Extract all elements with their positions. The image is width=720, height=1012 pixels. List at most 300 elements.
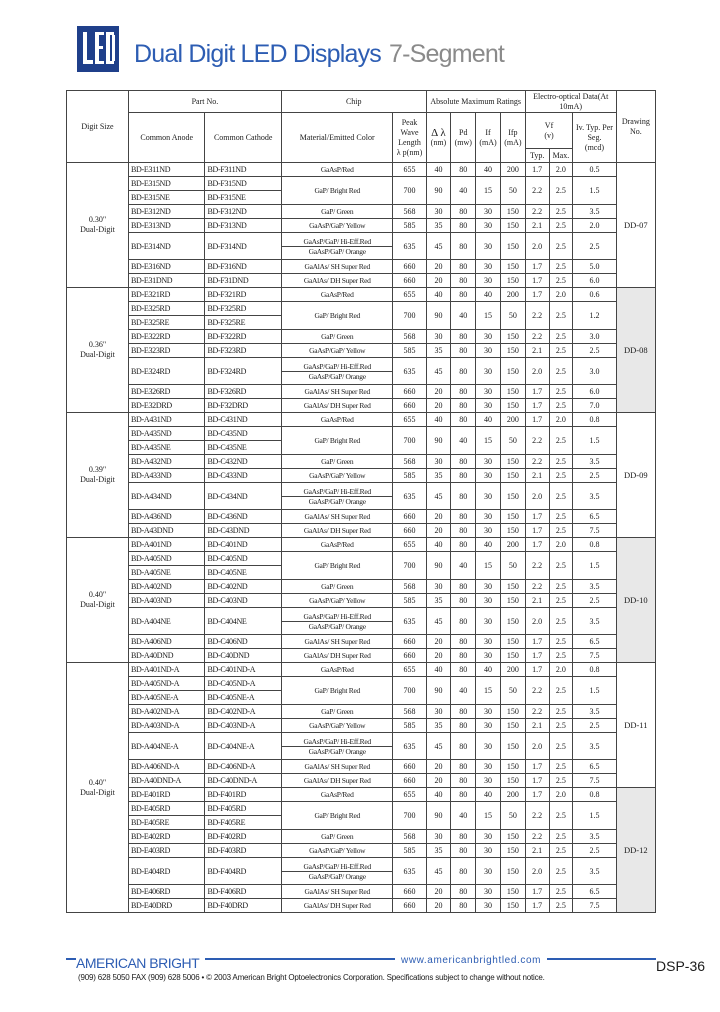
spec-value-peak: 585 (393, 219, 426, 233)
spec-value-iv: 6.5 (573, 760, 616, 774)
header-drawing-no: Drawing No. (616, 91, 655, 163)
spec-value-pd: 80 (451, 510, 476, 524)
spec-value-pd: 80 (451, 663, 476, 677)
table-row (67, 608, 656, 635)
table-row (67, 844, 656, 858)
ifp-label: Ifp (508, 127, 518, 137)
material-color-line: GaAsP/GaP/ Orange (308, 621, 366, 631)
spec-value-ifp: 150 (500, 455, 525, 469)
spec-value-dl: 45 (426, 358, 451, 385)
anode-part-no: BD-E323RD (128, 344, 204, 358)
spec-value-vm: 2.5 (549, 358, 573, 385)
spec-value-iv: 3.5 (573, 705, 616, 719)
header-digit-size: Digit Size (67, 91, 129, 163)
anode-part-no: BD-E406RD (128, 885, 204, 899)
material-color (281, 274, 393, 288)
drawing-number: DD-08 (616, 288, 655, 413)
spec-value-pd: 80 (451, 788, 476, 802)
spec-value-dl: 30 (426, 705, 451, 719)
table-row (67, 524, 656, 538)
spec-value-vm: 2.0 (549, 413, 573, 427)
anode-part-no: BD-E325RD (128, 302, 204, 316)
table-row (67, 260, 656, 274)
iv-label: Iv. Typ. Per Seg. (575, 122, 613, 142)
anode-part-no: BD-E32DRD (128, 399, 204, 413)
table-row (67, 330, 656, 344)
spec-value-vm: 2.5 (549, 844, 573, 858)
spec-value-vm: 2.5 (549, 899, 573, 913)
spec-value-pd: 80 (451, 524, 476, 538)
table-row (67, 677, 656, 691)
material-color (281, 885, 393, 899)
cathode-part-no: BD-C403ND (205, 594, 281, 608)
spec-value-peak: 660 (393, 899, 426, 913)
spec-value-dl: 30 (426, 330, 451, 344)
material-color-line: GaAsP/GaP/ Orange (308, 496, 366, 506)
spec-value-vm: 2.5 (549, 705, 573, 719)
spec-value-if: 30 (476, 344, 501, 358)
material-color-line: GaP/ Green (321, 332, 354, 341)
cathode-part-no: BD-C435ND (205, 427, 281, 441)
spec-value-iv: 3.5 (573, 455, 616, 469)
spec-value-pd: 80 (451, 219, 476, 233)
spec-value-peak: 655 (393, 538, 426, 552)
spec-value-vt: 2.2 (525, 455, 549, 469)
spec-value-if: 30 (476, 830, 501, 844)
cathode-part-no: BD-F315ND (205, 177, 281, 191)
cathode-part-no: BD-F401RD (205, 788, 281, 802)
spec-value-vm: 2.5 (549, 260, 573, 274)
anode-part-no: BD-E312ND (128, 205, 204, 219)
header-peak-wave (393, 113, 426, 163)
table-row (67, 358, 656, 385)
spec-value-dl: 20 (426, 760, 451, 774)
material-color-line: GaAlAs/ SH Super Red (304, 262, 370, 271)
spec-value-ifp: 200 (500, 288, 525, 302)
material-color-line: GaAlAs/ SH Super Red (304, 762, 370, 771)
digit-size-value: 0.36" (88, 340, 107, 349)
spec-value-if: 15 (476, 552, 501, 580)
material-color (281, 580, 393, 594)
material-color-line: GaP/ Green (321, 207, 354, 216)
drawing-number: DD-07 (616, 163, 655, 288)
spec-value-ifp: 150 (500, 580, 525, 594)
material-color (281, 483, 393, 510)
spec-value-if: 40 (476, 163, 501, 177)
cathode-part-no: BD-F326RD (205, 385, 281, 399)
digit-size-cell (67, 413, 129, 538)
spec-value-vm: 2.0 (549, 163, 573, 177)
spec-value-vm: 2.5 (549, 580, 573, 594)
spec-value-if: 30 (476, 233, 501, 260)
material-color (281, 413, 393, 427)
spec-value-ifp: 150 (500, 733, 525, 760)
spec-value-peak: 655 (393, 413, 426, 427)
spec-value-peak: 700 (393, 677, 426, 705)
spec-value-dl: 20 (426, 260, 451, 274)
spec-value-vt: 2.0 (525, 733, 549, 760)
anode-part-no: BD-A431ND (128, 413, 204, 427)
material-color-line: GaAsP/Red (320, 790, 354, 799)
anode-part-no: BD-E321RD (128, 288, 204, 302)
spec-value-pd: 80 (451, 858, 476, 885)
table-row (67, 830, 656, 844)
digit-size-label: Dual-Digit (80, 600, 115, 609)
spec-value-vt: 1.7 (525, 288, 549, 302)
spec-value-ifp: 150 (500, 524, 525, 538)
material-color-line: GaAlAs/ DH Super Red (303, 276, 371, 285)
material-color-line: GaP/ Bright Red (314, 811, 360, 820)
spec-value-ifp: 150 (500, 705, 525, 719)
spec-value-peak: 635 (393, 608, 426, 635)
spec-value-iv: 1.5 (573, 677, 616, 705)
anode-part-no: BD-A403ND-A (128, 719, 204, 733)
cathode-part-no: BD-C402ND-A (205, 705, 281, 719)
spec-value-peak: 635 (393, 483, 426, 510)
spec-value-vm: 2.5 (549, 760, 573, 774)
material-color-line: GaAsP/GaP/ Yellow (309, 471, 366, 480)
spec-value-dl: 90 (426, 802, 451, 830)
spec-value-iv: 2.5 (573, 233, 616, 260)
spec-value-vm: 2.5 (549, 733, 573, 760)
header-vf-typ: Typ. (525, 149, 549, 163)
spec-value-dl: 30 (426, 205, 451, 219)
material-color (281, 330, 393, 344)
spec-value-dl: 90 (426, 302, 451, 330)
spec-value-vt: 2.1 (525, 844, 549, 858)
spec-value-vt: 1.7 (525, 788, 549, 802)
spec-value-ifp: 150 (500, 594, 525, 608)
spec-value-vt: 1.7 (525, 885, 549, 899)
spec-value-vt: 2.1 (525, 719, 549, 733)
material-color (281, 608, 393, 635)
spec-value-pd: 80 (451, 469, 476, 483)
spec-value-vt: 1.7 (525, 899, 549, 913)
header-iv (573, 113, 616, 163)
spec-value-dl: 35 (426, 719, 451, 733)
spec-value-iv: 6.0 (573, 274, 616, 288)
spec-value-iv: 7.0 (573, 399, 616, 413)
digit-size-cell (67, 663, 129, 913)
spec-value-peak: 568 (393, 705, 426, 719)
spec-value-vt: 2.2 (525, 830, 549, 844)
material-color-line: GaAsP/GaP/ Hi-Eff.Red (282, 612, 393, 622)
header-vf-max: Max. (549, 149, 573, 163)
anode-part-no: BD-A40DND-A (128, 774, 204, 788)
footer-contact: (909) 628 5050 FAX (909) 628 5006 • © 2003 American Bright Optoelectronics Corporation. Specifications subject to change without notice. (78, 973, 545, 982)
spec-value-vt: 2.2 (525, 677, 549, 705)
spec-value-pd: 80 (451, 399, 476, 413)
spec-value-dl: 20 (426, 885, 451, 899)
spec-value-vm: 2.5 (549, 399, 573, 413)
spec-value-peak: 585 (393, 844, 426, 858)
spec-value-vt: 2.2 (525, 330, 549, 344)
anode-part-no: BD-E325RE (128, 316, 204, 330)
digit-size-label: Dual-Digit (80, 350, 115, 359)
table-row (67, 455, 656, 469)
anode-part-no: BD-E404RD (128, 858, 204, 885)
spec-value-peak: 655 (393, 663, 426, 677)
anode-part-no: BD-A435NE (128, 441, 204, 455)
anode-part-no: BD-A405ND (128, 552, 204, 566)
spec-value-pd: 80 (451, 594, 476, 608)
spec-value-pd: 80 (451, 635, 476, 649)
material-color-line: GaP/ Bright Red (314, 686, 360, 695)
spec-value-dl: 90 (426, 177, 451, 205)
spec-value-iv: 3.5 (573, 858, 616, 885)
spec-value-iv: 0.5 (573, 163, 616, 177)
spec-value-vt: 1.7 (525, 635, 549, 649)
spec-value-vm: 2.5 (549, 483, 573, 510)
table-row (67, 163, 656, 177)
cathode-part-no: BD-C404NE (205, 608, 281, 635)
spec-value-dl: 40 (426, 413, 451, 427)
spec-value-iv: 0.8 (573, 663, 616, 677)
cathode-part-no: BD-F311ND (205, 163, 281, 177)
spec-value-vt: 2.2 (525, 302, 549, 330)
anode-part-no: BD-E315ND (128, 177, 204, 191)
table-row (67, 774, 656, 788)
spec-value-dl: 40 (426, 663, 451, 677)
spec-value-peak: 700 (393, 552, 426, 580)
spec-value-iv: 6.5 (573, 635, 616, 649)
cathode-part-no: BD-F32DRD (205, 399, 281, 413)
spec-value-pd: 80 (451, 163, 476, 177)
spec-value-if: 30 (476, 608, 501, 635)
anode-part-no: BD-E316ND (128, 260, 204, 274)
spec-value-pd: 80 (451, 358, 476, 385)
spec-value-vm: 2.5 (549, 219, 573, 233)
spec-value-ifp: 150 (500, 260, 525, 274)
vf-label: Vf (544, 120, 554, 130)
spec-value-vm: 2.5 (549, 608, 573, 635)
spec-value-iv: 1.5 (573, 802, 616, 830)
material-color (281, 455, 393, 469)
material-color (281, 858, 393, 885)
material-color-line: GaP/ Green (321, 707, 354, 716)
spec-table-body (67, 163, 656, 913)
spec-value-ifp: 50 (500, 302, 525, 330)
drawing-number: DD-10 (616, 538, 655, 663)
spec-value-iv: 3.5 (573, 205, 616, 219)
spec-value-peak: 585 (393, 594, 426, 608)
spec-value-vm: 2.0 (549, 538, 573, 552)
spec-value-if: 40 (476, 288, 501, 302)
spec-value-iv: 1.5 (573, 177, 616, 205)
cathode-part-no: BD-C43DND (205, 524, 281, 538)
spec-value-vt: 2.1 (525, 344, 549, 358)
material-color-line: GaAsP/GaP/ Hi-Eff.Red (282, 737, 393, 747)
spec-value-pd: 80 (451, 649, 476, 663)
material-color (281, 760, 393, 774)
spec-value-if: 30 (476, 260, 501, 274)
spec-value-pd: 80 (451, 899, 476, 913)
spec-value-ifp: 150 (500, 358, 525, 385)
spec-value-peak: 585 (393, 344, 426, 358)
footer-website[interactable]: www.americanbrightled.com (395, 955, 547, 966)
anode-part-no: BD-A404NE (128, 608, 204, 635)
table-row (67, 302, 656, 316)
spec-value-vt: 2.1 (525, 594, 549, 608)
spec-value-if: 30 (476, 649, 501, 663)
material-color-line: GaAsP/Red (320, 165, 354, 174)
ifp-unit: (mA) (504, 137, 522, 147)
cathode-part-no: BD-F312ND (205, 205, 281, 219)
spec-value-vm: 2.5 (549, 274, 573, 288)
spec-value-vt: 1.7 (525, 524, 549, 538)
spec-value-iv: 3.5 (573, 483, 616, 510)
digit-size-cell (67, 288, 129, 413)
spec-value-pd: 80 (451, 385, 476, 399)
spec-value-peak: 655 (393, 163, 426, 177)
material-color (281, 635, 393, 649)
spec-value-if: 30 (476, 733, 501, 760)
spec-value-dl: 45 (426, 483, 451, 510)
anode-part-no: BD-A405ND-A (128, 677, 204, 691)
cathode-part-no: BD-F402RD (205, 830, 281, 844)
table-row (67, 858, 656, 885)
spec-value-pd: 80 (451, 483, 476, 510)
spec-value-ifp: 150 (500, 233, 525, 260)
spec-value-vm: 2.5 (549, 774, 573, 788)
table-row (67, 899, 656, 913)
page-number: DSP-36 (656, 958, 706, 974)
spec-value-pd: 80 (451, 705, 476, 719)
material-color (281, 594, 393, 608)
spec-value-peak: 585 (393, 719, 426, 733)
spec-value-ifp: 150 (500, 830, 525, 844)
spec-value-iv: 2.5 (573, 844, 616, 858)
cathode-part-no: BD-F405RD (205, 802, 281, 816)
spec-value-vt: 2.0 (525, 483, 549, 510)
spec-value-pd: 40 (451, 427, 476, 455)
spec-value-vm: 2.5 (549, 677, 573, 705)
spec-value-vm: 2.0 (549, 288, 573, 302)
cathode-part-no: BD-F314ND (205, 233, 281, 260)
material-color (281, 844, 393, 858)
spec-value-peak: 660 (393, 510, 426, 524)
spec-value-dl: 45 (426, 233, 451, 260)
material-color (281, 344, 393, 358)
anode-part-no: BD-E313ND (128, 219, 204, 233)
material-color (281, 385, 393, 399)
spec-value-ifp: 150 (500, 774, 525, 788)
spec-value-if: 30 (476, 274, 501, 288)
spec-value-peak: 655 (393, 288, 426, 302)
spec-value-iv: 7.5 (573, 649, 616, 663)
material-color-line: GaAsP/Red (320, 415, 354, 424)
spec-value-ifp: 150 (500, 510, 525, 524)
spec-value-vt: 1.7 (525, 399, 549, 413)
spec-value-dl: 45 (426, 733, 451, 760)
spec-value-iv: 1.2 (573, 302, 616, 330)
material-color (281, 427, 393, 455)
material-color (281, 524, 393, 538)
table-row (67, 760, 656, 774)
spec-value-dl: 20 (426, 524, 451, 538)
spec-value-dl: 90 (426, 427, 451, 455)
material-color-line: GaP/ Green (321, 832, 354, 841)
spec-value-if: 30 (476, 385, 501, 399)
cathode-part-no: BD-C40DND (205, 649, 281, 663)
spec-value-vt: 2.1 (525, 219, 549, 233)
page-title (134, 40, 504, 69)
spec-value-if: 30 (476, 580, 501, 594)
spec-value-vt: 2.0 (525, 358, 549, 385)
spec-value-dl: 20 (426, 774, 451, 788)
spec-value-peak: 635 (393, 733, 426, 760)
material-color (281, 219, 393, 233)
anode-part-no: BD-A401ND (128, 538, 204, 552)
material-color (281, 358, 393, 385)
material-color-line: GaAsP/GaP/ Yellow (309, 596, 366, 605)
anode-part-no: BD-E40DRD (128, 899, 204, 913)
anode-part-no: BD-A432ND (128, 455, 204, 469)
cathode-part-no: BD-F323RD (205, 344, 281, 358)
spec-value-ifp: 150 (500, 649, 525, 663)
table-row (67, 344, 656, 358)
header-abs-max: Absolute Maximum Ratings (426, 91, 525, 113)
spec-value-if: 30 (476, 469, 501, 483)
spec-value-pd: 40 (451, 802, 476, 830)
digit-size-value: 0.40" (88, 777, 107, 787)
spec-table (66, 90, 656, 913)
spec-value-peak: 655 (393, 788, 426, 802)
anode-part-no: BD-A405NE (128, 566, 204, 580)
table-row (67, 510, 656, 524)
header-common-anode: Common Anode (128, 113, 204, 163)
material-color (281, 260, 393, 274)
spec-value-peak: 660 (393, 774, 426, 788)
spec-value-iv: 2.5 (573, 594, 616, 608)
cathode-part-no: BD-C401ND (205, 538, 281, 552)
table-row (67, 413, 656, 427)
spec-value-if: 30 (476, 844, 501, 858)
material-color (281, 719, 393, 733)
peak-wave-unit: λ p(nm) (396, 147, 423, 157)
cathode-part-no: BD-C404NE-A (205, 733, 281, 760)
anode-part-no: BD-A402ND (128, 580, 204, 594)
spec-value-pd: 80 (451, 274, 476, 288)
spec-value-peak: 660 (393, 399, 426, 413)
table-row (67, 594, 656, 608)
table-row (67, 719, 656, 733)
digit-size-value: 0.39" (88, 465, 107, 474)
material-color (281, 205, 393, 219)
anode-part-no: BD-A435ND (128, 427, 204, 441)
spec-value-dl: 20 (426, 274, 451, 288)
material-color-line: GaAlAs/ SH Super Red (304, 387, 370, 396)
table-row (67, 469, 656, 483)
spec-value-vm: 2.5 (549, 385, 573, 399)
material-color-line: GaAsP/GaP/ Hi-Eff.Red (282, 362, 393, 372)
spec-value-pd: 80 (451, 580, 476, 594)
spec-value-vt: 2.2 (525, 802, 549, 830)
table-row (67, 788, 656, 802)
spec-value-peak: 568 (393, 580, 426, 594)
spec-value-if: 30 (476, 774, 501, 788)
spec-value-ifp: 150 (500, 719, 525, 733)
spec-value-ifp: 150 (500, 858, 525, 885)
spec-value-peak: 700 (393, 302, 426, 330)
spec-value-iv: 3.5 (573, 733, 616, 760)
spec-value-pd: 80 (451, 233, 476, 260)
spec-value-vt: 1.7 (525, 510, 549, 524)
spec-value-iv: 6.0 (573, 385, 616, 399)
anode-part-no: BD-A405NE-A (128, 691, 204, 705)
spec-value-dl: 30 (426, 830, 451, 844)
header-chip: Chip (281, 91, 426, 113)
